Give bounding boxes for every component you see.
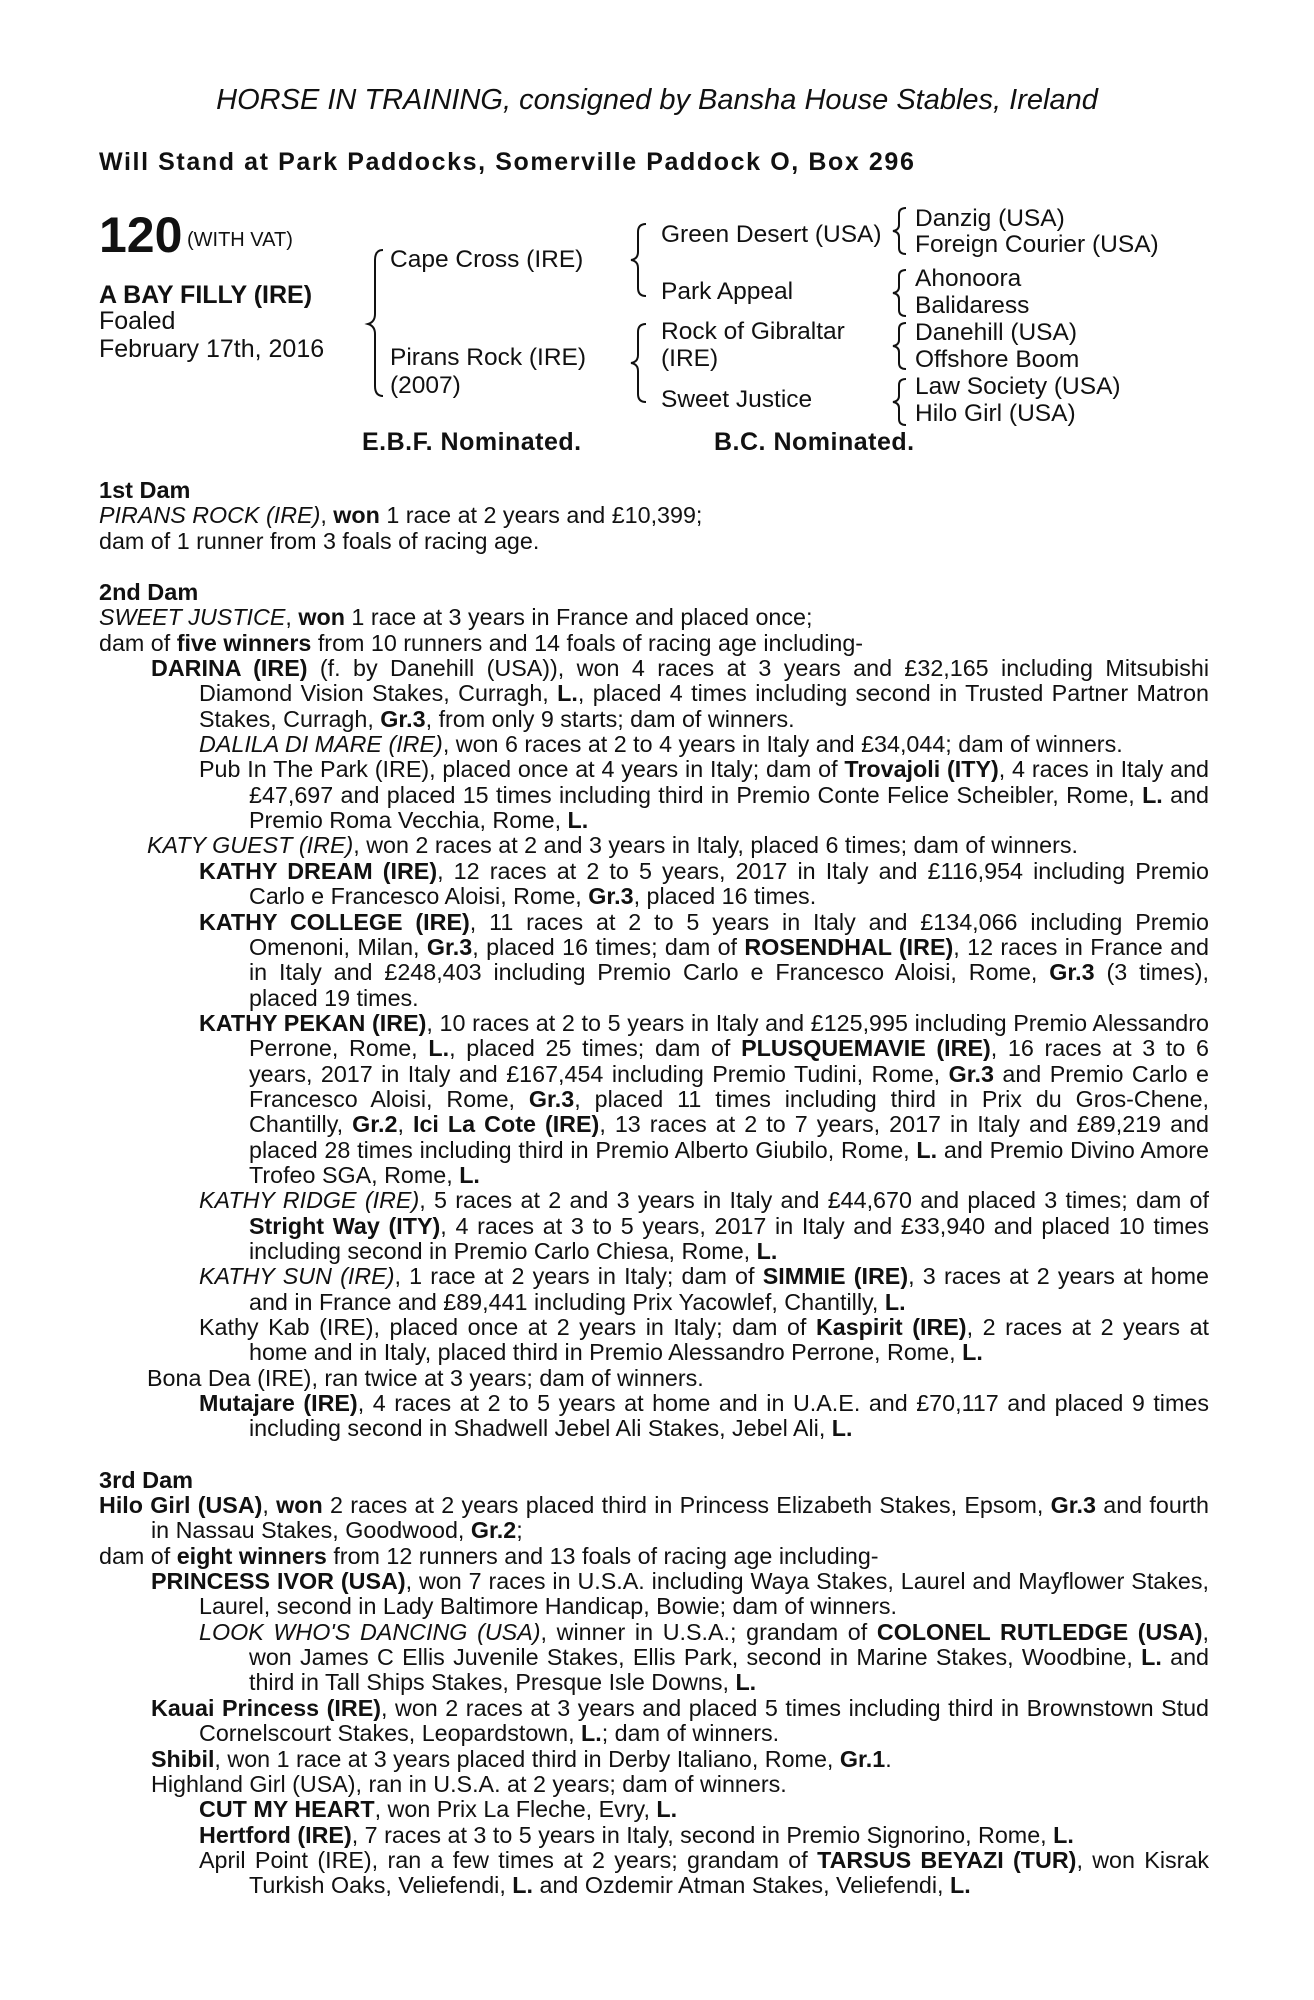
- grandsire-6: Offshore Boom: [915, 346, 1080, 373]
- lot-number: 120: [99, 207, 183, 263]
- dam-line-brace: [628, 322, 658, 404]
- entry-katy-guest: KATY GUEST (IRE), won 2 races at 2 and 3 years in Italy, placed 6 times; dam of winners.: [147, 832, 1078, 859]
- entry-kathy-dream: KATHY DREAM (IRE), 12 races at 2 to 5 years, 2017 in Italy and £116,954 including Premio Carlo e Francesco Aloisi, Rome, Gr.3, placed 16 times.: [199, 857, 1209, 910]
- entry-darina: DARINA (IRE) (f. by Danehill (USA)), won 4 races at 3 years and £32,165 including Mitsubishi Diamond Vision Stakes, Curragh, L., placed 4 times including second in Trusted Partner Matron Stakes, Curragh, Gr.3, from only 9 starts; dam of winners.: [151, 655, 1209, 732]
- entry-kathy-sun: KATHY SUN (IRE), 1 race at 2 years in Italy; dam of SIMMIE (IRE), 3 races at 2 years at home and in France and £89,441 including Prix Yacowlef, Chantilly, L.: [199, 1263, 1209, 1315]
- grandsire-3: Ahonoora: [915, 265, 1022, 292]
- grandsire-5: Danehill (USA): [915, 319, 1078, 346]
- entry-pub-in-the-park: Pub In The Park (IRE), placed once at 4 years in Italy; dam of Trovajoli (ITY), 4 races in Italy and £47,697 and placed 15 times including third in Premio Conte Felice Scheibler, Rome, L. and Premio Roma Vecchia, Rome, L.: [199, 756, 1209, 834]
- entry-kathy-kab: Kathy Kab (IRE), placed once at 2 years in Italy; dam of Kaspirit (IRE), 2 races at 2 years at home and in Italy, placed third in Premio Alessandro Perrone, Rome, L.: [199, 1314, 1209, 1366]
- entry-dalila: DALILA DI MARE (IRE), won 6 races at 2 to 4 years in Italy and £34,044; dam of winners.: [199, 731, 1123, 758]
- entry-kathy-college: KATHY COLLEGE (IRE), 11 races at 2 to 5 years in Italy and £134,066 including Premio Omenoni, Milan, Gr.3, placed 16 times; dam of ROSENDHAL (IRE), 12 races in France and in Italy and £248,403 including Premio Carlo e Francesco Aloisi, Rome, Gr.3 (3 times), placed 19 times.: [199, 908, 1209, 1011]
- dam-line1: Pirans Rock (IRE): [390, 344, 587, 371]
- entry-cut-my-heart: CUT MY HEART, won Prix La Fleche, Evry, L.: [199, 1796, 678, 1823]
- first-dam-heading: 1st Dam: [99, 477, 191, 503]
- vat-note: (WITH VAT): [187, 229, 293, 251]
- second-dam-heading: 2nd Dam: [99, 579, 199, 606]
- foaled-label: Foaled: [99, 307, 176, 335]
- first-dam-line: PIRANS ROCK (IRE), won 1 race at 2 years and £10,399;: [99, 502, 703, 529]
- g-brace-3: [890, 321, 914, 371]
- dam-sire-line1: Rock of Gibraltar: [661, 318, 845, 345]
- sire-sire: Green Desert (USA): [661, 221, 882, 248]
- g-brace-2: [890, 268, 914, 318]
- grandsire-2: Foreign Courier (USA): [915, 231, 1159, 258]
- third-dam-line: Hilo Girl (USA), won 2 races at 2 years placed third in Princess Elizabeth Stakes, Epsom, Gr.3 and fourth in Nassau Stakes, Goodwood, Gr.2;: [99, 1492, 1209, 1544]
- entry-bona-dea: Bona Dea (IRE), ran twice at 3 years; dam of winners.: [147, 1364, 704, 1391]
- foaled-date: February 17th, 2016: [99, 335, 325, 363]
- sire-dam: Park Appeal: [661, 278, 794, 305]
- entry-princess-ivor: PRINCESS IVOR (USA), won 7 races in U.S.A. including Waya Stakes, Laurel and Mayflower Stakes, Laurel, second in Lady Baltimore Handicap, Bowie; dam of winners.: [151, 1568, 1209, 1620]
- dam-details: [99, 478, 1209, 1899]
- second-dam-line: SWEET JUSTICE, won 1 race at 3 years in France and placed once;: [99, 604, 813, 631]
- first-dam-produce: dam of 1 runner from 3 foals of racing age.: [99, 527, 540, 554]
- entry-shibil: Shibil, won 1 race at 3 years placed third in Derby Italiano, Rome, Gr.1.: [151, 1745, 892, 1772]
- page-title: HORSE IN TRAINING, consigned by Bansha House Stables, Ireland: [216, 84, 1098, 116]
- entry-look-whos-dancing: LOOK WHO'S DANCING (USA), winner in U.S.A.; grandam of COLONEL RUTLEDGE (USA), won James C Ellis Juvenile Stakes, Ellis Park, second in Marine Stakes, Woodbine, L. and third in Tall Ships Stakes, Presque Isle Downs, L.: [199, 1618, 1209, 1696]
- ebf-nominated: E.B.F. Nominated.: [362, 428, 582, 456]
- horse-description: A BAY FILLY (IRE): [99, 281, 313, 309]
- sire-line-brace: [628, 222, 658, 298]
- second-dam-produce: dam of five winners from 10 runners and 14 foals of racing age including-: [99, 629, 864, 656]
- bc-nominated: B.C. Nominated.: [714, 428, 915, 456]
- grandsire-8: Hilo Girl (USA): [915, 400, 1076, 427]
- entry-april-point: April Point (IRE), ran a few times at 2 years; grandam of TARSUS BEYAZI (TUR), won Kisrak Turkish Oaks, Veliefendi, L. and Ozdemir Atman Stakes, Veliefendi, L.: [199, 1846, 1210, 1899]
- grandsire-7: Law Society (USA): [915, 373, 1121, 400]
- entry-kauai-princess: Kauai Princess (IRE), won 2 races at 3 years and placed 5 times including third in Brownstown Stud Cornelscourt Stakes, Leopardstown, L.; dam of winners.: [151, 1694, 1209, 1747]
- dam-sire-line2: (IRE): [661, 345, 719, 372]
- third-dam-heading: 3rd Dam: [99, 1466, 194, 1493]
- grandsire-1: Danzig (USA): [915, 205, 1065, 232]
- stand-location: Will Stand at Park Paddocks, Somerville Paddock O, Box 296: [99, 148, 916, 176]
- dam-dam: Sweet Justice: [661, 386, 813, 413]
- g-brace-4: [890, 377, 914, 427]
- entry-kathy-pekan: KATHY PEKAN (IRE), 10 races at 2 to 5 years in Italy and £125,995 including Premio Alessandro Perrone, Rome, L., placed 25 times; dam of PLUSQUEMAVIE (IRE), 16 races at 3 to 6 years, 2017 in Italy and £167,454 including Premio Tudini, Rome, Gr.3 and Premio Carlo e Francesco Aloisi, Rome, Gr.3, placed 11 times including third in Prix du Gros-Chene, Chantilly, Gr.2, Ici La Cote (IRE), 13 races at 2 to 7 years, 2017 in Italy and £89,219 and placed 28 times including third in Premio Alberto Giubilo, Rome, L. and Premio Divino Amore Trofeo SGA, Rome, L.: [199, 1009, 1209, 1188]
- entry-highland-girl: Highland Girl (USA), ran in U.S.A. at 2 years; dam of winners.: [151, 1770, 787, 1797]
- sire: Cape Cross (IRE): [390, 246, 584, 273]
- entry-mutajare: Mutajare (IRE), 4 races at 2 to 5 years at home and in U.A.E. and £70,117 and placed 9 times including second in Shadwell Jebel Ali Stakes, Jebel Ali, L.: [199, 1390, 1209, 1442]
- grandsire-4: Balidaress: [915, 292, 1030, 319]
- g-brace-1: [890, 206, 914, 256]
- dam-line2: (2007): [390, 372, 461, 399]
- entry-kathy-ridge: KATHY RIDGE (IRE), 5 races at 2 and 3 years in Italy and £44,670 and placed 3 times; dam of Stright Way (ITY), 4 races at 3 to 5 years, 2017 in Italy and £33,940 and placed 10 times including second in Premio Carlo Chiesa, Rome, L.: [199, 1187, 1209, 1264]
- third-dam-produce: dam of eight winners from 12 runners and 13 foals of racing age including-: [99, 1542, 879, 1569]
- entry-hertford: Hertford (IRE), 7 races at 3 to 5 years in Italy, second in Premio Signorino, Rome, L.: [199, 1821, 1074, 1848]
